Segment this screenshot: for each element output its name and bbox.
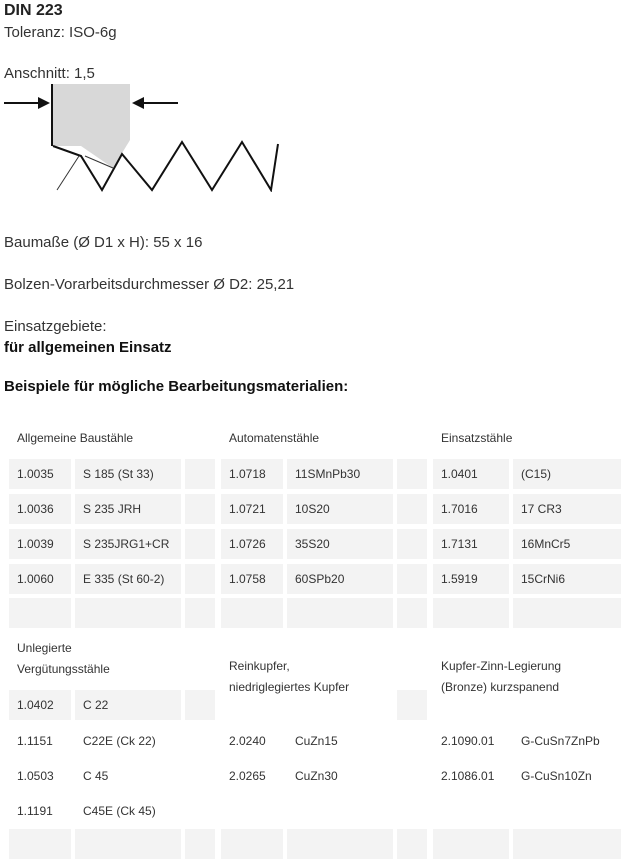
anschnitt-text: Anschnitt: 1,5 [4, 65, 95, 82]
table-cell: 15CrNi6 [513, 564, 621, 594]
table-cell: 2.1090.01 [441, 734, 495, 748]
header-reinkupfer-line2: niedriglegiertes Kupfer [229, 680, 350, 694]
table-cell-empty [513, 829, 621, 859]
header-kupfer-zinn-line2: (Bronze) kurzspanend [441, 680, 560, 694]
table-cell: 11SMnPb30 [287, 459, 393, 489]
table-cell-empty [9, 598, 71, 628]
table-cell: 1.7016 [433, 494, 509, 524]
table-cell-empty [185, 459, 215, 489]
table-cell: S 235JRG1+CR [75, 529, 181, 559]
table-cell: E 335 (St 60-2) [75, 564, 181, 594]
thread-chamfer-diagram [0, 82, 290, 192]
bolzen-text: Bolzen-Vorarbeitsdurchmesser Ø D2: 25,21 [4, 276, 295, 293]
table-cell-empty [397, 829, 427, 859]
table-cell: G-CuSn7ZnPb [521, 734, 600, 748]
table-cell-empty [75, 598, 181, 628]
table-cell: C45E (Ck 45) [83, 804, 156, 818]
header-kupfer-zinn-line1: Kupfer-Zinn-Legierung [441, 659, 562, 673]
table-cell: 2.0265 [229, 769, 266, 783]
table-cell-empty [513, 598, 621, 628]
table-cell-empty [397, 494, 427, 524]
einsatzgebiete-value: für allgemeinen Einsatz [4, 339, 172, 356]
table-cell-empty [9, 829, 71, 859]
table-cell: 35S20 [287, 529, 393, 559]
table-cell: 1.1151 [17, 734, 53, 748]
header-automatenstaehle: Automatenstähle [229, 431, 320, 445]
table-cell: CuZn15 [295, 734, 338, 748]
materials-heading: Beispiele für mögliche Bearbeitungsmaterialien: [4, 378, 349, 395]
header-unlegierte-line1: Unlegierte [17, 641, 72, 655]
header-allgemeine-baustaehle: Allgemeine Baustähle [17, 431, 134, 445]
table-cell: 1.1191 [17, 804, 53, 818]
table-cell: 1.0503 [17, 769, 54, 783]
page-title: DIN 223 [4, 2, 63, 19]
table-cell: 16MnCr5 [513, 529, 621, 559]
table-cell-empty [75, 829, 181, 859]
header-unlegierte-line2: Vergütungsstähle [17, 662, 110, 676]
table-cell-empty [287, 598, 393, 628]
table-cell: 2.1086.01 [441, 769, 495, 783]
baumasse-text: Baumaße (Ø D1 x H): 55 x 16 [4, 234, 203, 251]
table-cell-empty [397, 529, 427, 559]
table-cell: 17 CR3 [513, 494, 621, 524]
einsatzgebiete-label: Einsatzgebiete: [4, 318, 107, 335]
table-cell: S 185 (St 33) [75, 459, 181, 489]
tolerance-text: Toleranz: ISO-6g [4, 24, 117, 41]
table-cell: CuZn30 [295, 769, 338, 783]
table-cell: 1.0758 [221, 564, 283, 594]
table-cell: C 22 [75, 690, 181, 720]
table-cell: 1.0060 [9, 564, 71, 594]
table-cell-empty [287, 829, 393, 859]
table-cell: 1.0402 [9, 690, 71, 720]
table-cell: C22E (Ck 22) [83, 734, 156, 748]
table-cell: 1.0726 [221, 529, 283, 559]
table-cell-empty [433, 829, 509, 859]
header-reinkupfer-line1: Reinkupfer, [229, 659, 290, 673]
header-einsatzstaehle: Einsatzstähle [441, 431, 513, 445]
table-cell: 60SPb20 [287, 564, 393, 594]
table-cell: 1.0718 [221, 459, 283, 489]
table-cell-empty [185, 564, 215, 594]
table-cell: 1.0036 [9, 494, 71, 524]
table-cell: 1.0039 [9, 529, 71, 559]
table-cell: 2.0240 [229, 734, 266, 748]
table-cell-empty [397, 598, 427, 628]
table-cell: 10S20 [287, 494, 393, 524]
table-cell: 1.7131 [433, 529, 509, 559]
table-cell: S 235 JRH [75, 494, 181, 524]
table-cell-empty [185, 529, 215, 559]
table-cell: G-CuSn10Zn [521, 769, 592, 783]
table-cell-empty [185, 494, 215, 524]
table-cell-empty [221, 598, 283, 628]
table-cell-empty [397, 690, 427, 720]
table-cell: 1.0035 [9, 459, 71, 489]
table-cell-empty [185, 598, 215, 628]
table-cell: C 45 [83, 769, 109, 783]
table-cell: (C15) [513, 459, 621, 489]
table-cell-empty [221, 829, 283, 859]
table-cell: 1.5919 [433, 564, 509, 594]
table-cell-empty [185, 829, 215, 859]
table-cell: 1.0721 [221, 494, 283, 524]
table-cell-empty [185, 690, 215, 720]
table-cell-empty [397, 564, 427, 594]
table-cell: 1.0401 [433, 459, 509, 489]
table-cell-empty [433, 598, 509, 628]
table-cell-empty [397, 459, 427, 489]
